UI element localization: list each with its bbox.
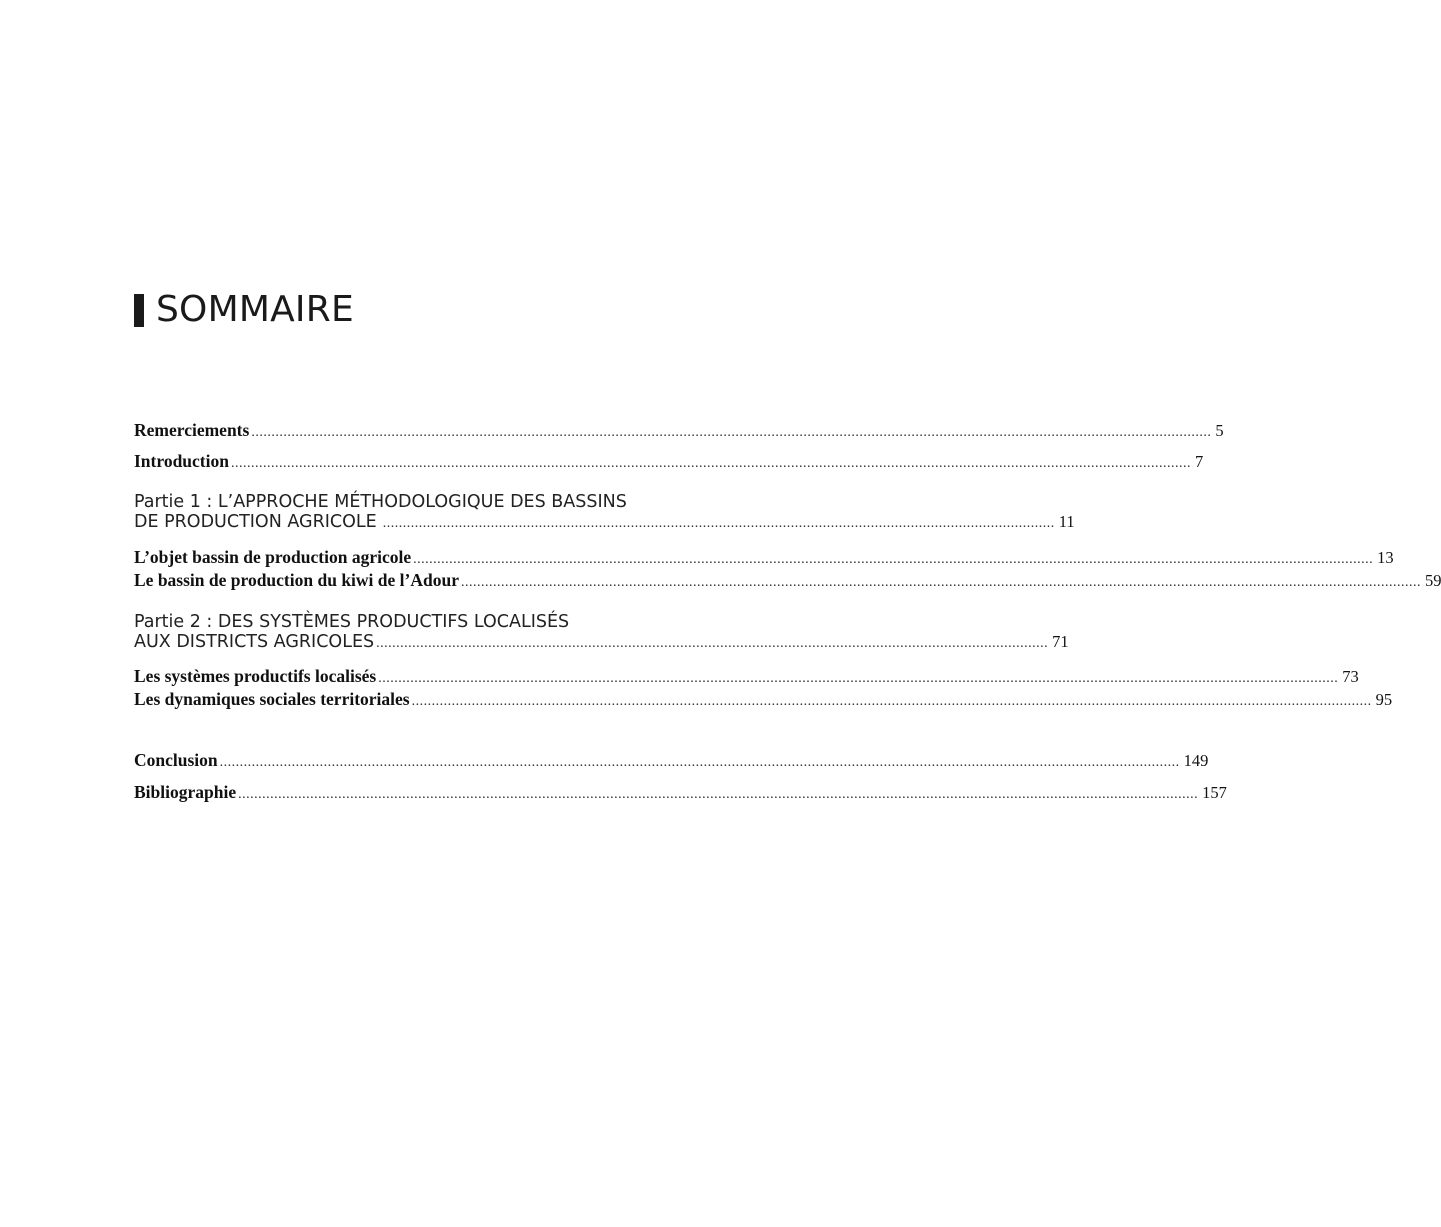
part-title-line2: AUX DISTRICTS AGRICOLES xyxy=(134,632,375,652)
toc-entry-page: 5 xyxy=(1215,421,1224,440)
toc-entry-conclusion[interactable] xyxy=(134,750,1209,771)
part-title-line1: Partie 1 : L’APPROCHE MÉTHODOLOGIQUE DES BASSINS xyxy=(134,492,627,512)
toc-entry-systemes[interactable] xyxy=(134,666,1359,687)
toc-entry-page: 7 xyxy=(1194,452,1204,471)
dot-leader xyxy=(378,671,1338,687)
toc-entry-label: Introduction xyxy=(134,451,229,471)
part-title-line2-row xyxy=(134,512,1075,532)
toc-entry-label: Les dynamiques sociales territoriales xyxy=(134,689,410,709)
toc-entry-page: 71 xyxy=(1052,632,1069,651)
heading-bar-decoration xyxy=(134,294,144,327)
toc-entry-label: Bibliographie xyxy=(134,782,237,802)
dot-leader xyxy=(238,787,1198,803)
toc-entry-page: 59 xyxy=(1424,571,1441,590)
toc-entry-label: L’objet bassin de production agricole xyxy=(134,547,412,567)
dot-leader xyxy=(220,755,1180,771)
toc-entry-bibliographie[interactable] xyxy=(134,782,1227,803)
dot-leader xyxy=(413,552,1373,568)
toc-part-1[interactable] xyxy=(134,492,1075,532)
toc-entry-page: 73 xyxy=(1342,667,1359,686)
toc-entry-page: 11 xyxy=(1058,512,1075,531)
toc-entry-page: 157 xyxy=(1202,783,1227,802)
dot-leader xyxy=(412,694,1372,710)
dot-leader: ........................................................................................................................................................................ xyxy=(382,516,1055,531)
toc-entry-page: 95 xyxy=(1375,690,1393,709)
dot-leader xyxy=(251,425,1211,441)
toc-entry-page: 13 xyxy=(1377,548,1394,567)
toc-entry-label: Le bassin de production du kiwi de l’Adour xyxy=(134,570,459,590)
toc-entry-remerciements[interactable] xyxy=(134,420,1224,441)
part-title-line1: Partie 2 : DES SYSTÈMES PRODUCTIFS LOCALISÉS xyxy=(134,612,570,632)
dot-leader xyxy=(231,456,1191,472)
toc-entry-bassin-kiwi[interactable] xyxy=(134,570,1441,591)
toc-entry-dynamiques[interactable] xyxy=(134,689,1393,710)
dot-leader xyxy=(461,575,1421,591)
toc-entry-label: Conclusion xyxy=(134,750,218,770)
page-heading xyxy=(134,288,354,332)
part-title-line2-row xyxy=(134,632,1069,652)
page-title: SOMMAIRE xyxy=(156,289,354,330)
dot-leader: ........................................................................................................................................................................ xyxy=(376,636,1049,651)
toc-entry-page: 149 xyxy=(1183,751,1209,770)
part-title-line2: DE PRODUCTION AGRICOLE xyxy=(134,512,377,532)
toc-entry-objet-bassin[interactable] xyxy=(134,547,1394,568)
toc-entry-label: Les systèmes productifs localisés xyxy=(134,666,377,686)
toc-entry-label: Remerciements xyxy=(134,420,250,440)
toc-entry-introduction[interactable] xyxy=(134,451,1204,472)
toc-part-2[interactable] xyxy=(134,612,1069,652)
